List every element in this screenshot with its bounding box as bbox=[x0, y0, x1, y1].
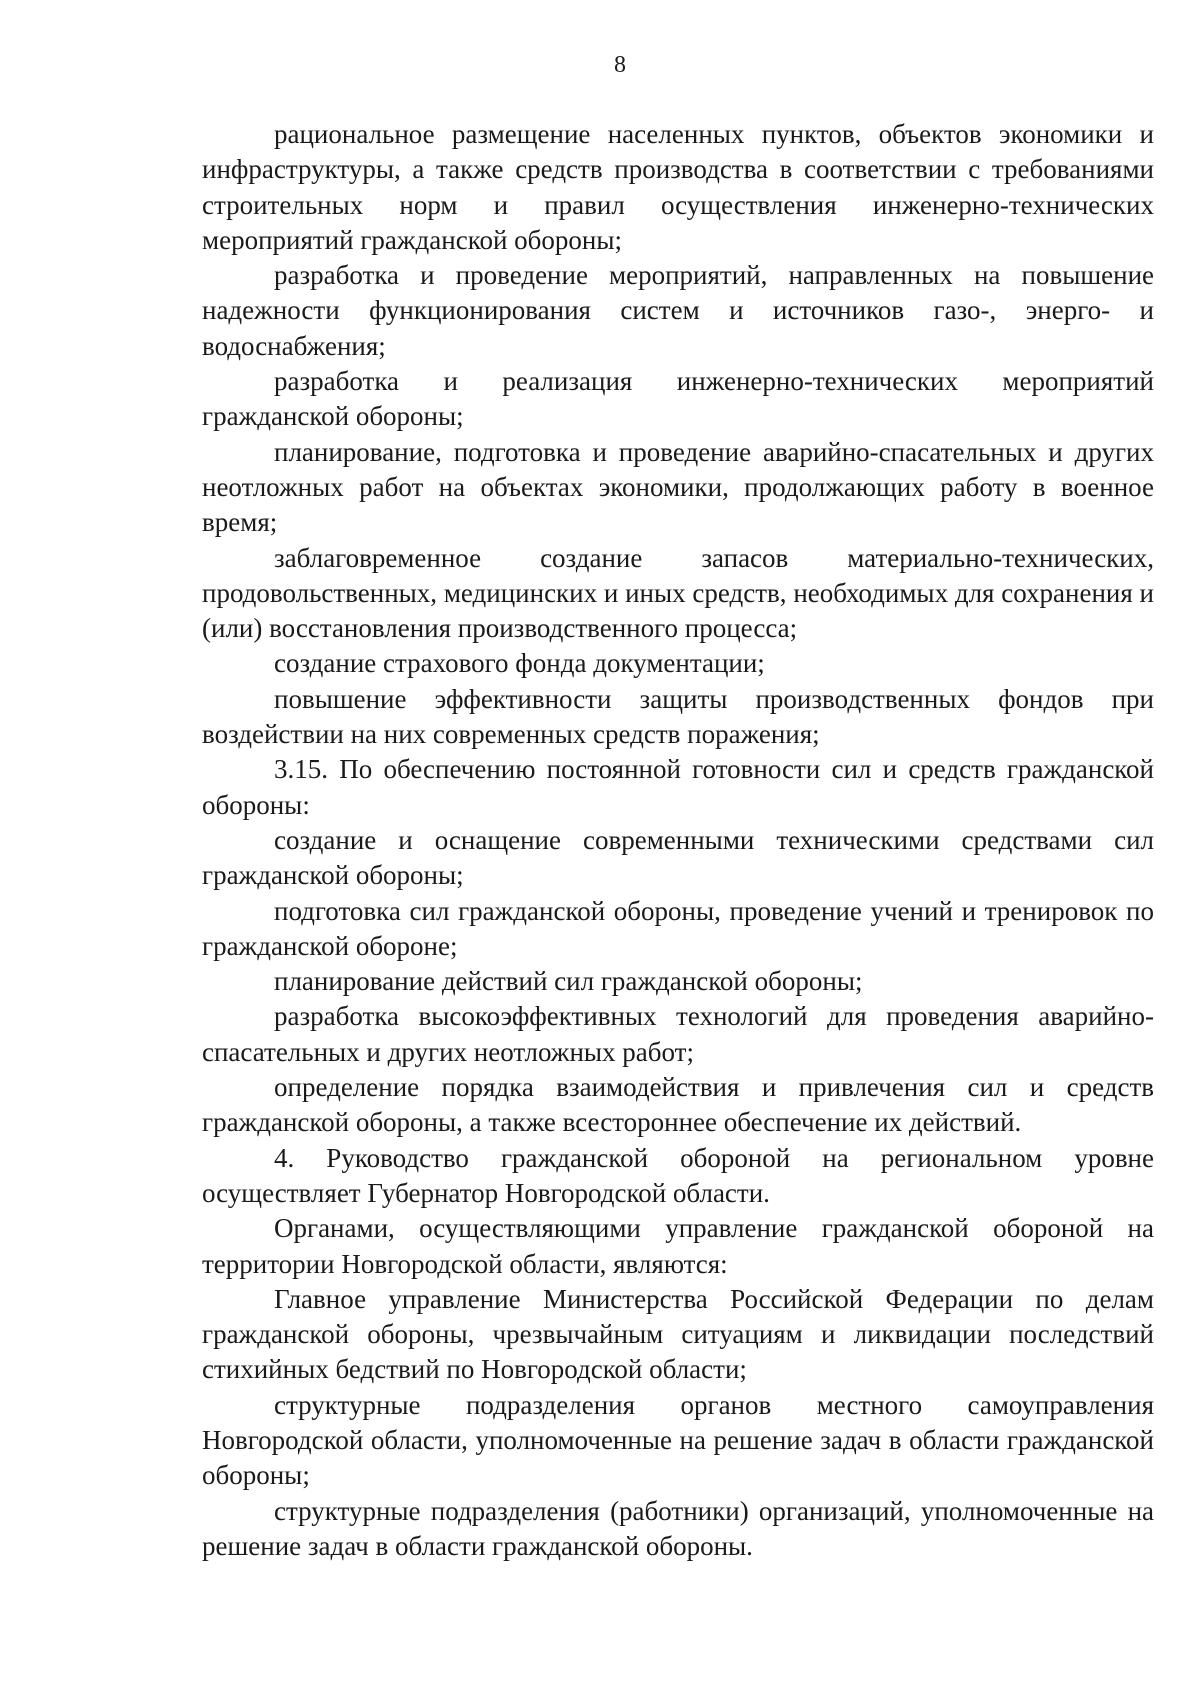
paragraph: структурные подразделения органов местного самоуправления Новгородской области, уполномоченные на решение задач в области гражданской обороны; bbox=[202, 1389, 1154, 1491]
paragraph: разработка высокоэффективных технологий для проведения аварийно-спасательных и других неотложных работ; bbox=[202, 1001, 1154, 1067]
section-4-paragraph: 4. Руководство гражданской обороной на региональном уровне осуществляет Губернатор Новгородской области. bbox=[202, 1142, 1154, 1208]
paragraph: определение порядка взаимодействия и привлечения сил и средств гражданской обороны, а также всестороннее обеспечение их действий. bbox=[202, 1072, 1154, 1138]
section-3-15-paragraph: 3.15. По обеспечению постоянной готовности сил и средств гражданской обороны: bbox=[202, 754, 1154, 820]
paragraph: заблаговременное создание запасов материально-технических, продовольственных, медицинских и иных средств, необходимых для сохранения и (или) восстановления производственного процесса; bbox=[202, 542, 1154, 644]
paragraph: Органами, осуществляющими управление гражданской обороной на территории Новгородской области, являются: bbox=[202, 1213, 1154, 1279]
paragraph: разработка и реализация инженерно-технических мероприятий гражданской обороны; bbox=[202, 366, 1154, 432]
paragraph: создание страхового фонда документации; bbox=[274, 648, 765, 679]
page-number: 8 bbox=[614, 52, 626, 78]
paragraph: структурные подразделения (работники) организаций, уполномоченные на решение задач в области гражданской обороны. bbox=[202, 1495, 1154, 1561]
paragraph: Главное управление Министерства Российской Федерации по делам гражданской обороны, чрезвычайным ситуациям и ликвидации последствий стихийных бедствий по Новгородской области; bbox=[202, 1283, 1154, 1385]
paragraph: планирование, подготовка и проведение аварийно-спасательных и других неотложных работ на объектах экономики, продолжающих работу в военное время; bbox=[202, 436, 1154, 538]
paragraph: рациональное размещение населенных пунктов, объектов экономики и инфраструктуры, а также средств производства в соответствии с требованиями строительных норм и правил осуществления инженерно-технических мероприятий гражданской обороны; bbox=[202, 119, 1154, 255]
paragraph: разработка и проведение мероприятий, направленных на повышение надежности функционирования систем и источников газо-, энерго- и водоснабжения; bbox=[202, 260, 1154, 361]
document-body bbox=[202, 117, 1154, 1564]
paragraph: повышение эффективности защиты производственных фондов при воздействии на них современных средств поражения; bbox=[202, 683, 1154, 750]
paragraph: создание и оснащение современными техническими средствами сил гражданской обороны; bbox=[202, 824, 1154, 891]
paragraph: подготовка сил гражданской обороны, проведение учений и тренировок по гражданской обороне; bbox=[202, 895, 1154, 961]
paragraph: планирование действий сил гражданской обороны; bbox=[274, 966, 863, 997]
